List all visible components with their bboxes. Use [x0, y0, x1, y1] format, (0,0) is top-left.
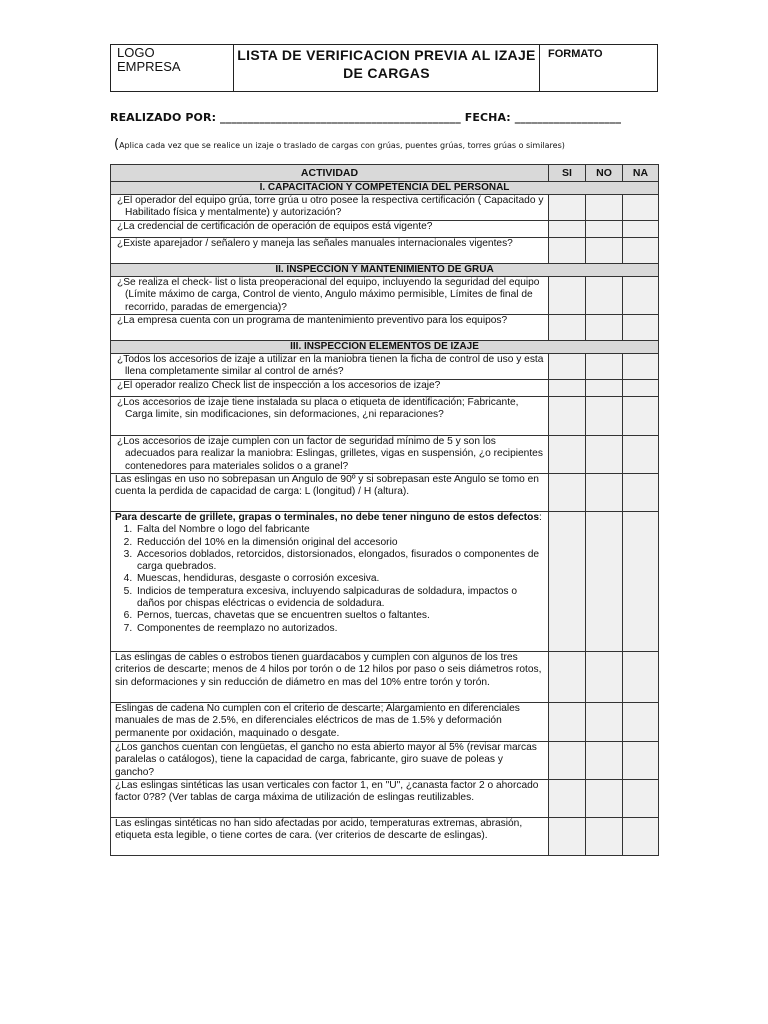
no-checkbox-cell[interactable] [586, 195, 623, 221]
activity-cell [111, 703, 549, 742]
list-item: 7. Componentes de reemplazo no autorizados. [135, 623, 544, 635]
question-text: ¿Las eslingas sintéticas las usan verticales con factor 1, en "U", ¿canasta factor 2 o ahorcado factor 0?8? (Ver tablas de carga máxima de utilización de eslingas reutilizables. [115, 780, 539, 804]
na-checkbox-cell[interactable] [623, 512, 659, 652]
criteria-list [115, 524, 544, 635]
table-row [111, 818, 659, 856]
si-checkbox-cell[interactable] [549, 742, 586, 780]
question-text: ¿Los ganchos cuentan con lengüetas, el gancho no esta abierto mayor al 5% (revisar marcas paralelas o catálogos), tiene la capacidad de carga, fabricante, giro suave de poleas y gancho? [115, 742, 537, 778]
activity-cell [111, 277, 549, 315]
no-checkbox-cell[interactable] [586, 354, 623, 380]
si-checkbox-cell[interactable] [549, 512, 586, 652]
section-title-2: II. INSPECCION Y MANTENIMIENTO DE GRUA [111, 264, 659, 277]
list-item: 2. Reducción del 10% en la dimensión original del accesorio [135, 537, 544, 549]
table-row [111, 195, 659, 221]
no-checkbox-cell[interactable] [586, 652, 623, 703]
realizado-fecha-line: REALIZADO POR: ___________________________________________ FECHA: ___________________ [110, 111, 622, 124]
si-checkbox-cell[interactable] [549, 780, 586, 818]
section-title-3: III. INSPECCION ELEMENTOS DE IZAJE [111, 341, 659, 354]
na-checkbox-cell[interactable] [623, 436, 659, 474]
table-row [111, 436, 659, 474]
table-row [111, 221, 659, 238]
no-checkbox-cell[interactable] [586, 474, 623, 512]
table-row [111, 397, 659, 436]
table-row [111, 277, 659, 315]
si-checkbox-cell[interactable] [549, 380, 586, 397]
section-row [111, 341, 659, 354]
na-checkbox-cell[interactable] [623, 221, 659, 238]
criteria-intro [115, 512, 544, 524]
na-checkbox-cell[interactable] [623, 818, 659, 856]
table-row [111, 380, 659, 397]
activity-cell [111, 397, 549, 436]
activity-cell [111, 742, 549, 780]
question-text: ¿Los accesorios de izaje cumplen con un factor de seguridad mínimo de 5 y son los adecuados para realizar la maniobra: Eslingas, grilletes, vigas en suspensión, ¿o recipientes contenedores para materiales solidos o a granel? [117, 436, 543, 472]
si-checkbox-cell[interactable] [549, 195, 586, 221]
question-text: ¿Los accesorios de izaje tiene instalada su placa o etiqueta de identificación; Fabricante, Carga limite, sin modificaciones, sin deformaciones, ¿ni reparaciones? [117, 397, 519, 421]
col-header-na: NA [623, 165, 659, 182]
table-row [111, 703, 659, 742]
activity-cell [111, 436, 549, 474]
table-header-row [111, 165, 659, 182]
no-checkbox-cell[interactable] [586, 221, 623, 238]
no-checkbox-cell[interactable] [586, 238, 623, 264]
si-checkbox-cell[interactable] [549, 221, 586, 238]
col-header-activity: ACTIVIDAD [111, 165, 549, 182]
col-header-no: NO [586, 165, 623, 182]
na-checkbox-cell[interactable] [623, 354, 659, 380]
section-row [111, 264, 659, 277]
list-item: 5. Indicios de temperatura excesiva, incluyendo salpicaduras de soldadura, impactos o daños por chispas eléctricas o evidencia de soldadura. [135, 586, 544, 611]
section-title-1: I. CAPACITACION Y COMPETENCIA DEL PERSONAL [111, 182, 659, 195]
activity-cell [111, 818, 549, 856]
table-row [111, 238, 659, 264]
activity-cell [111, 780, 549, 818]
document-title: LISTA DE VERIFICACION PREVIA AL IZAJE DE CARGAS [234, 45, 540, 91]
no-checkbox-cell[interactable] [586, 742, 623, 780]
no-checkbox-cell[interactable] [586, 397, 623, 436]
activity-cell [111, 512, 549, 652]
question-text: Las eslingas de cables o estrobos tienen guardacabos y cumplen con algunos de los tres criterios de descarte; menos de 4 hilos por torón o de 12 hilos por paso o seis diámetros rotos, sin deformaciones y sin reducción de diámetro en mas del 10% entre torón y torón. [115, 652, 542, 688]
si-checkbox-cell[interactable] [549, 436, 586, 474]
col-header-si: SI [549, 165, 586, 182]
question-text: ¿La empresa cuenta con un programa de mantenimiento preventivo para los equipos? [117, 315, 508, 326]
header-box [110, 44, 658, 92]
no-checkbox-cell[interactable] [586, 512, 623, 652]
aplica-note [114, 137, 565, 152]
no-checkbox-cell[interactable] [586, 315, 623, 341]
na-checkbox-cell[interactable] [623, 780, 659, 818]
table-row [111, 780, 659, 818]
si-checkbox-cell[interactable] [549, 652, 586, 703]
na-checkbox-cell[interactable] [623, 277, 659, 315]
format-label: FORMATO [548, 48, 603, 60]
section-row [111, 182, 659, 195]
question-text: ¿La credencial de certificación de operación de equipos está vigente? [117, 221, 433, 232]
no-checkbox-cell[interactable] [586, 703, 623, 742]
aplica-paren: ( [114, 137, 120, 152]
table-row [111, 512, 659, 652]
si-checkbox-cell[interactable] [549, 277, 586, 315]
list-item: 6. Pernos, tuercas, chavetas que se encuentren sueltos o faltantes. [135, 610, 544, 622]
no-checkbox-cell[interactable] [586, 277, 623, 315]
si-checkbox-cell[interactable] [549, 474, 586, 512]
table-row [111, 742, 659, 780]
activity-cell [111, 652, 549, 703]
si-checkbox-cell[interactable] [549, 315, 586, 341]
activity-cell [111, 380, 549, 397]
activity-cell [111, 195, 549, 221]
table-row [111, 652, 659, 703]
criteria-intro-text: Para descarte de grillete, grapas o terminales, no debe tener ninguno de estos defectos [115, 512, 540, 523]
question-text: Eslingas de cadena No cumplen con el criterio de descarte; Alargamiento en diferenciales manuales de mas de 2.5%, en diferenciales eléctricos de mas de 1.5% y deformación permanente por oxidación, maquinado o desgate. [115, 703, 520, 739]
na-checkbox-cell[interactable] [623, 397, 659, 436]
question-text: ¿Se realiza el check- list o lista preoperacional del equipo, incluyendo la seguridad del equipo (Límite máximo de carga, Control de viento, Angulo máximo permisible, Límites de final de recorrido, paradas de emergencia)? [117, 277, 540, 313]
na-checkbox-cell[interactable] [623, 474, 659, 512]
table-row [111, 474, 659, 512]
no-checkbox-cell[interactable] [586, 380, 623, 397]
list-item: 1. Falta del Nombre o logo del fabricante [135, 524, 544, 536]
no-checkbox-cell[interactable] [586, 818, 623, 856]
activity-cell [111, 315, 549, 341]
si-checkbox-cell[interactable] [549, 703, 586, 742]
table-row [111, 315, 659, 341]
si-checkbox-cell[interactable] [549, 818, 586, 856]
checklist-table [110, 164, 659, 856]
no-checkbox-cell[interactable] [586, 436, 623, 474]
question-text: ¿Existe aparejador / señalero y maneja las señales manuales internacionales vigentes? [117, 238, 513, 249]
na-checkbox-cell[interactable] [623, 742, 659, 780]
aplica-note-text: Aplica cada vez que se realice un izaje o traslado de cargas con grúas, puentes grúas, torres grúas o similares) [119, 141, 565, 150]
question-text: Las eslingas sintéticas no han sido afectadas por acido, temperaturas extremas, abrasión, etiqueta esta legible, o tiene cortes de cara. (ver criterios de descarte de eslingas). [115, 818, 523, 842]
logo-placeholder: LOGO EMPRESA [111, 45, 234, 91]
list-item: 4. Muescas, hendiduras, desgaste o corrosión excesiva. [135, 573, 544, 585]
activity-cell [111, 354, 549, 380]
question-text: ¿El operador realizo Check list de inspección a los accesorios de izaje? [117, 380, 441, 391]
si-checkbox-cell[interactable] [549, 354, 586, 380]
si-checkbox-cell[interactable] [549, 397, 586, 436]
no-checkbox-cell[interactable] [586, 780, 623, 818]
na-checkbox-cell[interactable] [623, 315, 659, 341]
si-checkbox-cell[interactable] [549, 238, 586, 264]
question-text: ¿Todos los accesorios de izaje a utilizar en la maniobra tienen la ficha de control de uso y esta llena completamente similar al control de arnés? [117, 354, 544, 378]
activity-cell [111, 474, 549, 512]
criteria-intro-colon: : [539, 512, 542, 523]
question-text: ¿El operador del equipo grúa, torre grúa u otro posee la respectiva certificación ( Capacitado y Habilitado física y mentalmente) y autorización? [117, 195, 544, 219]
question-text: Las eslingas en uso no sobrepasan un Angulo de 90º y si sobrepasan este Angulo se tomo en cuenta la perdida de capacidad de carga: L (longitud) / H (altura). [115, 474, 539, 498]
table-row [111, 354, 659, 380]
na-checkbox-cell[interactable] [623, 238, 659, 264]
activity-cell [111, 238, 549, 264]
activity-cell [111, 221, 549, 238]
list-item: 3. Accesorios doblados, retorcidos, distorsionados, elongados, fisurados o componentes de carga quebrados. [135, 549, 544, 574]
na-checkbox-cell[interactable] [623, 195, 659, 221]
na-checkbox-cell[interactable] [623, 380, 659, 397]
na-checkbox-cell[interactable] [623, 703, 659, 742]
na-checkbox-cell[interactable] [623, 652, 659, 703]
